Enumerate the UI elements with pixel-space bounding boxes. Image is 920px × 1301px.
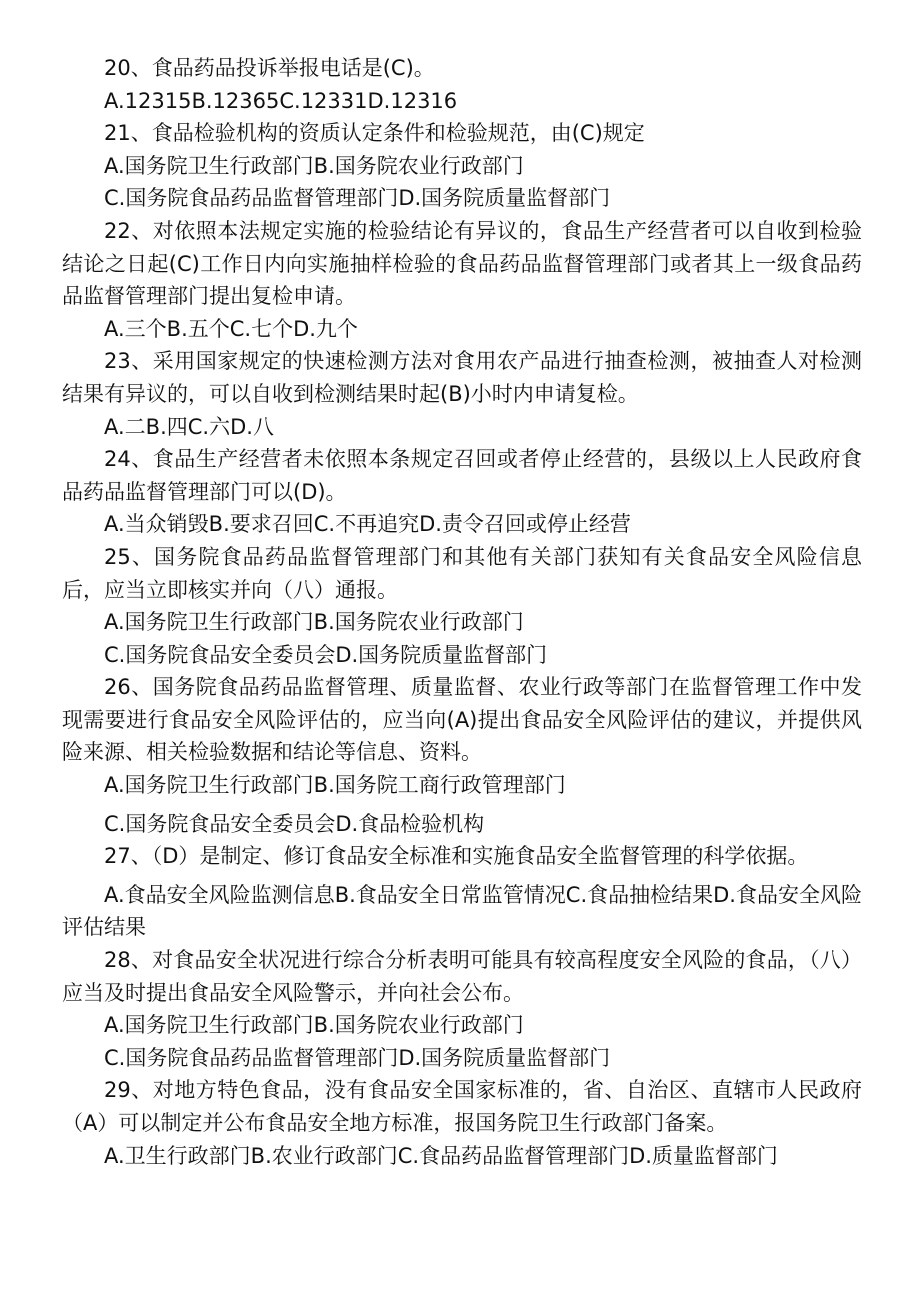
question-29-options: A.卫生行政部门B.农业行政部门C.食品药品监督管理部门D.质量监督部门 [104,1143,778,1168]
question-25-options-line-1: A.国务院卫生行政部门B.国务院农业行政部门 [104,610,524,635]
question-22-stem: 22、对依照本法规定实施的检验结论有异议的，食品生产经营者可以自收到检验结论之日起(C)工作日内向实施抽样检验的食品药品监督管理部门或者其上一级食品药品监督管理部门提出复检申请。 [62,218,862,309]
question-20-options: A.12315B.12365C.12331D.12316 [104,88,458,113]
question-22-options: A.三个B.五个C.七个D.九个 [104,316,358,341]
question-26-stem: 26、国务院食品药品监督管理、质量监督、农业行政等部门在监督管理工作中发现需要进行食品安全风险评估的，应当向(A)提出食品安全风险评估的建议，并提供风险来源、相关检验数据和结论等信息、资料。 [62,675,862,765]
question-27-options: A.食品安全风险监测信息B.食品安全日常监管情况C.食品抽检结果D.食品安全风险评估结果 [62,882,862,940]
question-23-options: A.二B.四C.六D.八 [104,414,274,439]
question-24-stem: 24、食品生产经营者未依照本条规定召回或者停止经营的，县级以上人民政府食品药品监督管理部门可以(D)。 [62,447,862,504]
question-21-options-line-1: A.国务院卫生行政部门B.国务院农业行政部门 [104,153,524,178]
question-28-options-line-1: A.国务院卫生行政部门B.国务院农业行政部门 [104,1013,524,1038]
question-29-stem: 29、对地方特色食品，没有食品安全国家标准的，省、自治区、直辖市人民政府（A）可以制定并公布食品安全地方标准，报国务院卫生行政部门备案。 [62,1078,862,1135]
question-21-stem: 21、食品检验机构的资质认定条件和检验规范，由(C)规定 [104,121,645,146]
question-21-options-line-2: C.国务院食品药品监督管理部门D.国务院质量监督部门 [104,186,611,211]
question-20-stem: 20、食品药品投诉举报电话是(C)。 [104,56,435,80]
question-26-options-line-2: C.国务院食品安全委员会D.食品检验机构 [104,811,485,836]
question-24-options: A.当众销毁B.要求召回C.不再追究D.责令召回或停止经营 [104,512,631,537]
question-23-stem: 23、采用国家规定的快速检测方法对食用农产品进行抽查检测，被抽查人对检测结果有异议的，可以自收到检测结果时起(B)小时内申请复检。 [62,349,862,406]
question-27-stem: 27、（D）是制定、修订食品安全标准和实施食品安全监督管理的科学依据。 [104,844,809,869]
question-28-stem: 28、对食品安全状况进行综合分析表明可能具有较高程度安全风险的食品，（八）应当及时提出食品安全风险警示，并向社会公布。 [62,948,862,1005]
question-25-stem: 25、国务院食品药品监督管理部门和其他有关部门获知有关食品安全风险信息后，应当立即核实并向（八）通报。 [62,544,862,602]
document-body [62,52,862,1172]
question-28-options-line-2: C.国务院食品药品监督管理部门D.国务院质量监督部门 [104,1045,611,1070]
question-26-options-line-1: A.国务院卫生行政部门B.国务院工商行政管理部门 [104,773,566,798]
question-25-options-line-2: C.国务院食品安全委员会D.国务院质量监督部门 [104,642,548,667]
